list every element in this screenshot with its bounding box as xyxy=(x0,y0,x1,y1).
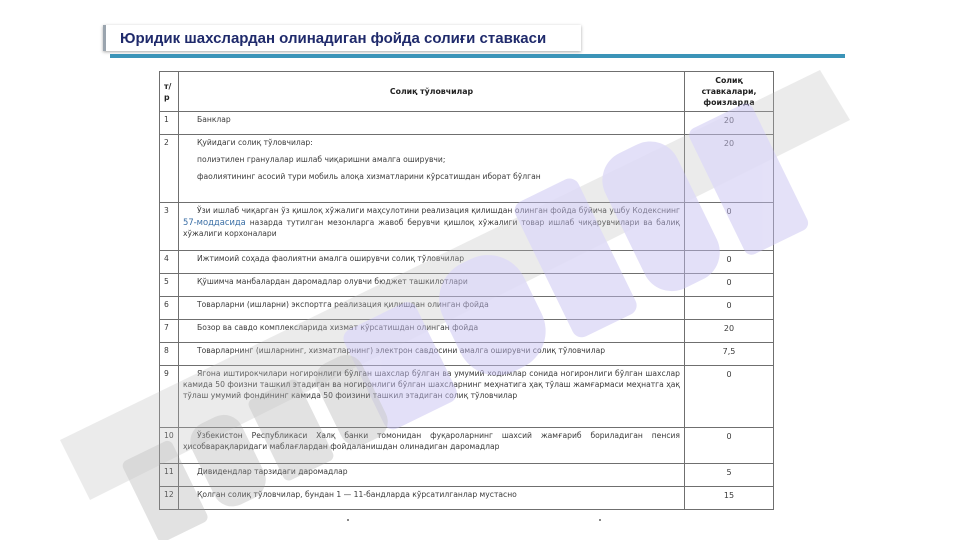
row-rate: 0 xyxy=(685,428,774,464)
table-bottom-marks xyxy=(159,519,773,522)
header-number: т/р xyxy=(160,72,179,112)
bottom-mark xyxy=(347,519,349,521)
table-row xyxy=(160,428,774,464)
row-number: 12 xyxy=(160,487,179,510)
row-taxpayer: Банклар xyxy=(179,112,685,135)
table-row xyxy=(160,464,774,487)
row-taxpayer xyxy=(179,203,685,251)
table-row xyxy=(160,366,774,428)
header-rates: Солиқ ставкалари, фоизларда xyxy=(685,72,774,112)
row-taxpayer-sub: полиэтилен гранулалар ишлаб чиқаришни амалга оширувчи; xyxy=(197,154,446,164)
table-row xyxy=(160,251,774,274)
row-number: 7 xyxy=(160,320,179,343)
row-rate: 20 xyxy=(685,112,774,135)
row-rate: 0 xyxy=(685,203,774,251)
row-rate: 20 xyxy=(685,320,774,343)
table-row xyxy=(160,112,774,135)
title-underline xyxy=(110,54,845,58)
table-row xyxy=(160,320,774,343)
row-taxpayer-text-a: Ўзи ишлаб чиқарган ўз қишлоқ хўжалиги маҳсулотини реализация қилишдан олинган фойда бўйича ушбу Кодекснинг xyxy=(197,206,680,216)
bottom-mark xyxy=(599,519,601,521)
table-row xyxy=(160,343,774,366)
table-row xyxy=(160,297,774,320)
row-rate: 20 xyxy=(685,135,774,203)
table-row xyxy=(160,487,774,510)
row-number: 3 xyxy=(160,203,179,251)
row-number: 8 xyxy=(160,343,179,366)
table-row xyxy=(160,203,774,251)
slide-title: Юридик шахслардан олинадиган фойда солиғи ставкаси xyxy=(120,29,547,47)
row-number: 5 xyxy=(160,274,179,297)
row-taxpayer-intro: Қуйидаги солиқ тўловчилар: xyxy=(197,138,313,148)
tax-rates-table xyxy=(159,71,774,510)
row-taxpayer: Ўзбекистон Республикаси Халқ банки томонидан фуқароларнинг шахсий жамғариб бориладиган пенсия ҳисобварақларидаги маблағлардан фойдаланишдан олинадиган даромадлар xyxy=(179,428,685,464)
row-number: 11 xyxy=(160,464,179,487)
row-number: 10 xyxy=(160,428,179,464)
row-taxpayer: Товарларнинг (ишларнинг, хизматларнинг) электрон савдосини амалга оширувчи солиқ тўловчилар xyxy=(179,343,685,366)
row-taxpayer: Дивидендлар тарзидаги даромадлар xyxy=(179,464,685,487)
slide-title-box xyxy=(103,25,581,51)
row-rate: 0 xyxy=(685,297,774,320)
row-rate: 0 xyxy=(685,251,774,274)
row-number: 4 xyxy=(160,251,179,274)
table-header-row xyxy=(160,72,774,112)
row-taxpayer xyxy=(179,135,685,203)
table-row xyxy=(160,274,774,297)
row-taxpayer: Товарларни (ишларни) экспортга реализация қилишдан олинган фойда xyxy=(179,297,685,320)
table-row xyxy=(160,135,774,203)
row-number: 6 xyxy=(160,297,179,320)
row-taxpayer-text-b: назарда тутилган мезонларга жавоб берувчи қишлоқ хўжалиги товар ишлаб чиқарувчилари ва балиқ хўжалиги корхоналари xyxy=(183,217,680,238)
row-rate: 0 xyxy=(685,274,774,297)
row-number: 9 xyxy=(160,366,179,428)
row-rate: 7,5 xyxy=(685,343,774,366)
row-rate: 5 xyxy=(685,464,774,487)
row-rate: 0 xyxy=(685,366,774,428)
row-rate: 15 xyxy=(685,487,774,510)
row-taxpayer: Бозор ва савдо комплексларида хизмат кўрсатишдан олинган фойда xyxy=(179,320,685,343)
article-57-link[interactable]: 57-моддасида xyxy=(183,216,246,227)
row-taxpayer: Ягона иштирокчилари ногиронлиги бўлган шахслар бўлган ва умумий ходимлар сонида ногиронлиги бўлган шахслар камида 50 фоизни ташкил этадиган ва ногиронлиги бўлган шахсларнинг меҳнатига ҳақ тўлаш жамғармаси меҳнатга ҳақ тўлаш умумий фондининг камида 50 фоизини ташкил этадиган солиқ тўловчилар xyxy=(179,366,685,428)
header-taxpayers: Солиқ тўловчилар xyxy=(179,72,685,112)
row-taxpayer: Қолган солиқ тўловчилар, бундан 1 — 11-бандларда кўрсатилганлар мустасно xyxy=(179,487,685,510)
row-taxpayer: Қўшимча манбалардан даромадлар олувчи бюджет ташкилотлари xyxy=(179,274,685,297)
row-number: 2 xyxy=(160,135,179,203)
row-number: 1 xyxy=(160,112,179,135)
row-taxpayer: Ижтимоий соҳада фаолиятни амалга оширувчи солиқ тўловчилар xyxy=(179,251,685,274)
row-taxpayer-sub: фаолиятининг асосий тури мобиль алоқа хизматларини кўрсатишдан иборат бўлган xyxy=(197,171,541,181)
